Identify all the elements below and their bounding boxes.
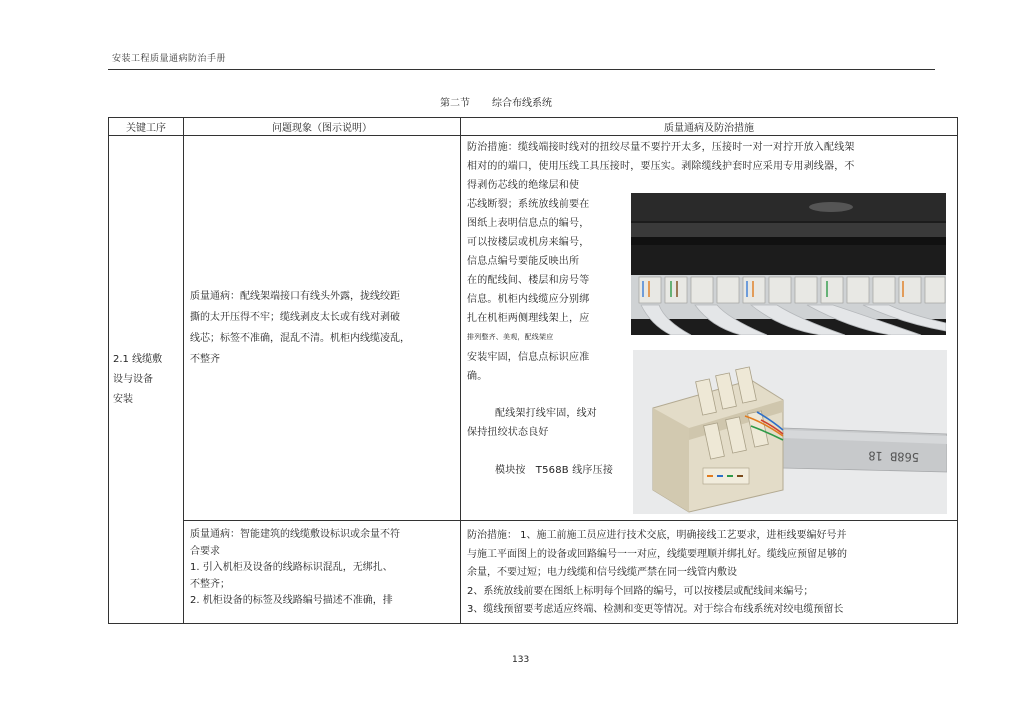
measures-cell [461,136,958,521]
measure-line: 排列整齐、美观，配线架应 [467,333,554,341]
problem-line: 合要求 [190,545,220,557]
keystone-module-illustration [633,350,947,514]
page-number: 133 [512,655,530,665]
measure-line: 2、系统放线前要在图纸上标明每个回路的编号，可以按楼层或配线间来编号； [467,585,814,597]
problem-line: 不整齐； [190,578,230,590]
section-name: 综合布线系统 [492,98,552,109]
measure-line: 与施工平面图上的设备或回路编号一一对应，线缆要理顺并绑扎好。缆线应预留足够的 [467,548,847,560]
problem-line: 2. 机柜设备的标签及线路编号描述不准确，排 [190,595,393,606]
header-measures: 质量通病及防治措施 [461,118,958,136]
section-number: 第二节 [440,98,470,109]
measure-line: 芯线断裂；系统放线前要在 [467,199,590,210]
measure-line: 确。 [467,371,488,382]
module-photo [633,350,947,514]
measure-line: 扎在机柜两侧理线架上，应 [467,313,590,324]
measure-line: 相对的的端口，使用压线工具压接时，要压实。剥除缆线护套时应采用专用剥线器，不 [467,161,855,172]
problem-line: 质量通病：智能建筑的线缆敷设标识或余量不符 [190,529,400,540]
problem-line: 不整齐 [190,354,220,365]
photo-caption: 配线架打线牢固，线对 [495,408,597,419]
measure-line: 防治措施：缆线端接时线对的扭绞尽量不要拧开太多，压接时一对一对拧开放入配线架 [467,142,855,153]
problem-line: 质量通病：配线架端接口有线头外露，拢线绞距 [190,291,400,302]
measure-line: 余量，不要过短；电力线缆和信号线缆严禁在同一线管内敷设 [467,567,737,578]
measures-cell [461,521,958,624]
quality-table [108,117,958,624]
measure-line: 可以按楼层或机房来编号， [467,237,590,248]
table-row [109,136,958,521]
measure-line: 在的配线间、楼层和房号等 [467,275,590,286]
key-line: 安装 [113,393,133,405]
header-rule [108,69,935,70]
measure-line: 得剥伤芯线的绝缘层和使 [467,180,580,191]
problem-cell [184,136,461,521]
problem-line: 撕的太开压得不牢；缆线剥皮太长或有线对剥破 [190,312,400,323]
table-row [109,521,958,624]
header-key-process: 关键工序 [109,118,184,136]
measure-line: 信息点编号要能反映出所 [467,256,580,267]
patch-panel-illustration [631,193,946,335]
measure-line: 3、缆线预留要考虑适应终端、检测和变更等情况。对于综合布线系统对绞电缆预留长 [467,604,844,615]
table-header-row [109,118,958,136]
key-process-cell [109,136,184,624]
problem-cell [184,521,461,624]
photo-caption: 模块按 T568B 线序压接 [495,465,614,476]
key-line: 2.1 线缆敷 [113,353,163,365]
measure-line: 信息。机柜内线缆应分别绑 [467,294,590,305]
patch-panel-photo [631,193,946,335]
cable-print: 568B 18 [868,448,920,465]
measure-line: 安装牢固，信息点标识应准 [467,352,590,363]
measure-line: 防治措施： 1、施工前施工员应进行技术交底，明确接线工艺要求，进柜线要编好号并 [467,530,847,541]
measure-line: 图纸上表明信息点的编号， [467,218,590,229]
header-problem: 问题现象（图示说明） [184,118,461,136]
photo-caption: 保持扭绞状态良好 [467,427,549,438]
section-title [440,94,552,109]
problem-line: 线芯；标签不准确，混乱不清。机柜内线缆凌乱， [190,333,410,344]
running-header: 安装工程质量通病防治手册 [112,54,227,64]
problem-line: 1. 引入机柜及设备的线路标识混乱，无绑扎、 [190,562,393,573]
key-line: 设与设备 [113,373,153,385]
